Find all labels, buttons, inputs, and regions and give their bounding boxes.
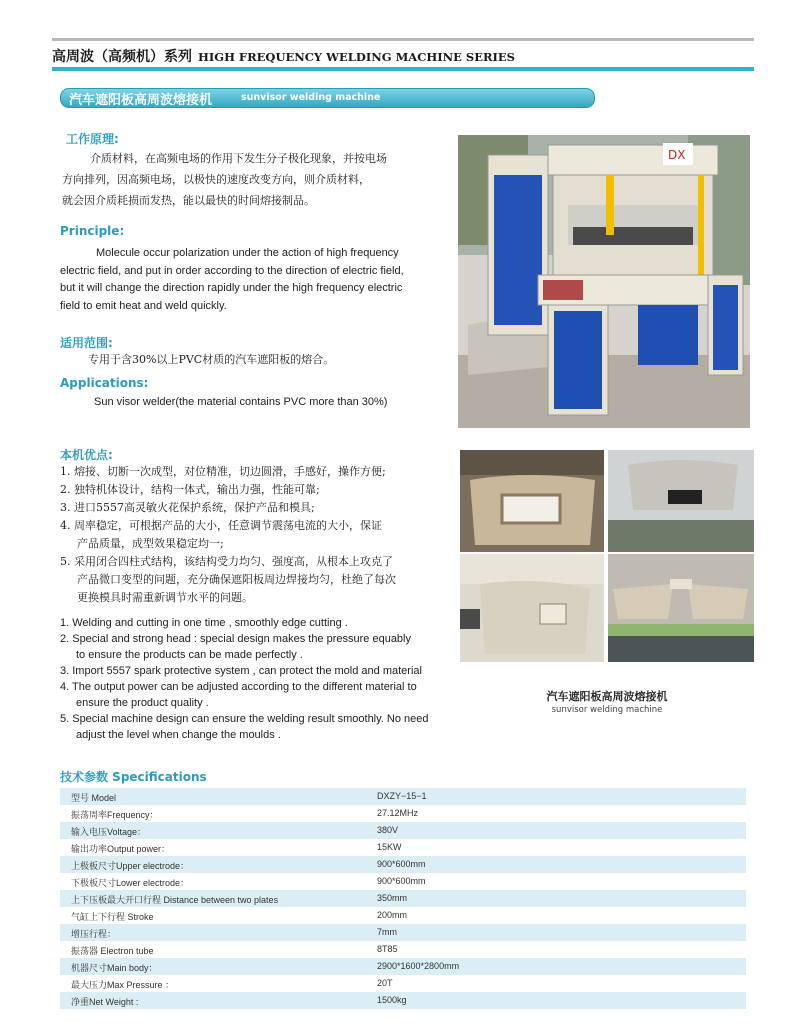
- advantage-en-line: to ensure the products can be made perfectly .: [76, 649, 303, 661]
- spec-row: [60, 856, 746, 873]
- specs-heading: 技术参数 Specifications: [60, 770, 207, 784]
- advantage-item-zh: [60, 463, 460, 481]
- advantage-en-line: 3. Import 5557 spark protective system , can protect the mold and material: [60, 665, 422, 677]
- application-heading-zh: 适用范围:: [60, 336, 113, 350]
- product-title-zh: 汽车遮阳板高周波熔接机: [69, 93, 213, 108]
- advantages-heading: 本机优点:: [60, 448, 113, 462]
- advantage-line: 3. 进口5557高灵敏火花保护系统，保护产品和模具;: [60, 501, 315, 514]
- advantages-list-en: [60, 615, 460, 743]
- spec-key: 型号 Model: [71, 793, 117, 803]
- advantage-en-line: ensure the product quality .: [76, 697, 209, 709]
- advantage-line: 更换模具时需重新调节水平的问题。: [77, 591, 253, 604]
- principle-text-en: [60, 245, 455, 315]
- spec-key: 下极板尺寸Lower electrode：: [71, 878, 190, 888]
- spec-row: [60, 924, 746, 941]
- principle-en-line: field to emit heat and weld quickly.: [60, 299, 227, 312]
- spec-value: 8T85: [377, 944, 398, 954]
- spec-value: 15KW: [377, 842, 402, 852]
- spec-key: 增压行程：: [71, 929, 117, 939]
- spec-row: [60, 805, 746, 822]
- spec-key: 振荡周率Frequency：: [71, 810, 159, 820]
- spec-key: 输入电压Voltage：: [71, 827, 147, 837]
- spec-value: 1500kg: [377, 995, 407, 1005]
- advantage-en-line: 2. Special and strong head : special design makes the pressure equably: [60, 633, 411, 645]
- spec-row: [60, 839, 746, 856]
- advantage-item-zh: [60, 499, 460, 517]
- product-title-en: sunvisor welding machine: [241, 92, 381, 103]
- advantage-en-line: 5. Special machine design can ensure the welding result smoothly. No need: [60, 713, 429, 725]
- spec-row: [60, 941, 746, 958]
- spec-key: 输出功率Output power：: [71, 844, 171, 854]
- advantage-line: 产品微口变型的问题，充分确保遮阳板周边焊接均匀，杜绝了每次: [77, 573, 396, 586]
- accent-band: [52, 67, 754, 71]
- product-title-banner: [60, 88, 595, 108]
- application-text-en: Sun visor welder(the material contains PVC more than 30%): [94, 396, 388, 408]
- advantage-item-en: [60, 711, 460, 743]
- spec-value: 350mm: [377, 893, 408, 903]
- spec-value: 900*600mm: [377, 876, 426, 886]
- spec-key: 最大压力Max Pressure ：: [71, 980, 175, 990]
- sunvisor-photo-1: [460, 450, 604, 552]
- principle-line: 方向排列，因高频电场，以极快的速度改变方向，则介质材料，: [62, 173, 370, 186]
- spec-row: [60, 890, 746, 907]
- spec-key: 机器尺寸Main body：: [71, 963, 158, 973]
- principle-line: 就会因介质耗损而发热，能以最快的时间熔接制品。: [62, 194, 315, 207]
- series-title-zh: 高周波（高频机）系列: [52, 49, 192, 65]
- spec-key: 净重Net Weight :: [71, 997, 139, 1007]
- sunvisor-photo-2: [608, 450, 754, 552]
- advantage-line: 2. 独特机体设计，结构一体式，输出力强，性能可靠;: [60, 483, 320, 496]
- advantage-line: 5. 采用闭合四柱式结构，该结构受力均匀、强度高，从根本上攻克了: [60, 555, 393, 568]
- spec-row: [60, 873, 746, 890]
- spec-row: [60, 907, 746, 924]
- sunvisor-photo-4: [608, 554, 754, 662]
- advantage-item-zh: [60, 553, 460, 607]
- spec-value: DXZY−15−1: [377, 791, 427, 801]
- spec-value: 2900*1600*2800mm: [377, 961, 460, 971]
- spec-row: [60, 788, 746, 805]
- spec-row: [60, 958, 746, 975]
- advantage-item-zh: [60, 481, 460, 499]
- advantage-item-en: [60, 615, 460, 631]
- spec-row: [60, 992, 746, 1009]
- advantage-item-zh: [60, 517, 460, 553]
- spec-value: 900*600mm: [377, 859, 426, 869]
- svg-text:DX: DX: [668, 148, 686, 162]
- spec-row: [60, 822, 746, 839]
- advantage-en-line: 1. Welding and cutting in one time , smoothly edge cutting .: [60, 617, 348, 629]
- photo-caption: [460, 688, 754, 715]
- spec-row: [60, 975, 746, 992]
- principle-en-line: but it will change the direction rapidly under the high frequency electric: [60, 282, 403, 294]
- spec-value: 27.12MHz: [377, 808, 419, 818]
- spec-key: 上极板尺寸Upper electrode：: [71, 861, 190, 871]
- series-title-en: HIGH FREQUENCY WELDING MACHINE SERIES: [198, 50, 515, 64]
- photo-caption-en: sunvisor welding machine: [551, 705, 663, 715]
- series-title: [52, 46, 515, 66]
- photo-caption-zh: 汽车遮阳板高周波熔接机: [546, 690, 668, 703]
- spec-key: 振荡器 Electron tube: [71, 946, 154, 956]
- principle-text-zh: [62, 148, 454, 211]
- advantage-line: 4. 周率稳定，可根据产品的大小，任意调节震荡电流的大小，保证: [60, 519, 382, 532]
- principle-en-line: Molecule occur polarization under the action of high frequency: [96, 247, 399, 259]
- machine-photo: [458, 135, 750, 428]
- advantage-en-line: 4. The output power can be adjusted according to the different material to: [60, 681, 417, 693]
- advantage-item-en: [60, 679, 460, 711]
- spec-key: 气缸上下行程 Stroke: [71, 912, 154, 922]
- principle-line: 介质材料，在高频电场的作用下发生分子极化现象，并按电场: [90, 152, 387, 165]
- advantages-list-zh: [60, 463, 460, 607]
- spec-value: 20T: [377, 978, 393, 988]
- principle-en-line: electric field, and put in order according to the direction of electric field,: [60, 264, 404, 277]
- advantage-item-en: [60, 663, 460, 679]
- advantage-line: 1. 熔接、切断一次成型，对位精准，切边圆滑，手感好，操作方便;: [60, 465, 386, 478]
- sunvisor-photo-3: [460, 554, 604, 662]
- spec-value: 200mm: [377, 910, 408, 920]
- top-divider: [52, 38, 754, 41]
- advantage-line: 产品质量，成型效果稳定均一;: [77, 537, 224, 550]
- spec-value: 7mm: [377, 927, 397, 937]
- principle-heading-zh: 工作原理:: [66, 132, 119, 146]
- spec-key: 上下压板最大开口行程 Distance between two plates: [71, 895, 279, 905]
- application-heading-en: Applications:: [60, 376, 149, 390]
- advantage-en-line: adjust the level when change the moulds .: [76, 729, 281, 741]
- spec-value: 380V: [377, 825, 399, 835]
- application-text-zh: 专用于含30%以上PVC材质的汽车遮阳板的熔合。: [88, 353, 335, 366]
- advantage-item-en: [60, 631, 460, 663]
- principle-heading-en: Principle:: [60, 224, 125, 238]
